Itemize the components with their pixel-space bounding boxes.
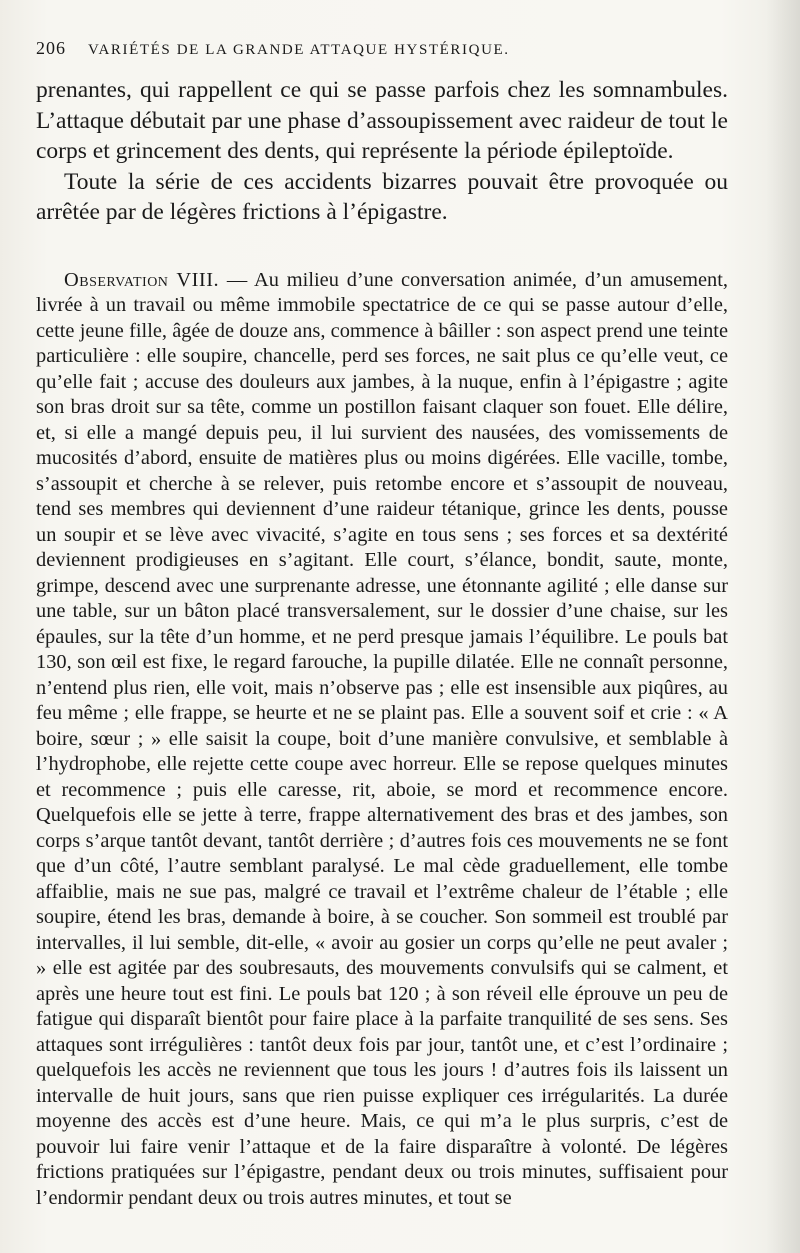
running-header [36, 38, 728, 59]
intro-paragraph-2: Toute la série de ces accidents bizarres pouvait être provoquée ou arrêtée par de légères frictions à l’épigastre. [36, 168, 728, 225]
page-number: 206 [36, 38, 66, 58]
observation-paragraph [36, 268, 728, 1212]
observation-section [36, 268, 728, 1212]
section-spacer [36, 228, 728, 268]
page-edge-shadow [766, 0, 800, 1253]
intro-text [36, 75, 728, 228]
intro-paragraph-1: prenantes, qui rappellent ce qui se passe parfois chez les somnambules. L’attaque débutait par une phase d’assoupissement avec raideur de tout le corps et grincement des dents, qui représente la période épileptoïde. [36, 77, 728, 164]
observation-text: — Au milieu d’une conversation animée, d’un amusement, livrée à un travail ou même immobile spectatrice de ce qui se passe autour d’elle, cette jeune fille, âgée de douze ans, commence à bâiller : son aspect prend une teinte particulière : elle soupire, chancelle, perd ses forces, ne sait plus ce qu’elle veut, ce qu’elle fait ; accuse des douleurs aux jambes, à la nuque, enfin à l’épigastre ; agite son bras droit sur sa tête, comme un postillon faisant claquer son fouet. Elle délire, et, si elle a mangé depuis peu, il lui survient des nausées, des vomissements de mucosités d’abord, ensuite de matières plus ou moins digérées. Elle vacille, tombe, s’assoupit et cherche à se relever, puis retombe encore et s’assoupit de nouveau, tend ses membres qui deviennent d’une raideur tétanique, grince les dents, pousse un soupir et se lève avec vivacité, s’agite en tous sens ; ses forces et sa dextérité deviennent prodigieuses en s’agitant. Elle court, s’élance, bondit, saute, monte, grimpe, descend avec une surprenante adresse, une étonnante agilité ; elle danse sur une table, sur un bâton placé transversalement, sur le dossier d’une chaise, sur les épaules, sur la tête d’un homme, et ne perd presque jamais l’équilibre. Le pouls bat 130, son œil est fixe, le regard farouche, la pupille dilatée. Elle ne connaît personne, n’entend plus rien, elle voit, mais n’observe pas ; elle est insensible aux piqûres, au feu même ; elle frappe, se heurte et ne se plaint pas. Elle a souvent soif et crie : « A boire, sœur ; » elle saisit la coupe, boit d’une manière convulsive, et semblable à l’hydrophobe, elle rejette cette coupe avec horreur. Elle se repose quelques minutes et recommence ; puis elle caresse, rit, aboie, se mord et recommence encore. Quelquefois elle se jette à terre, frappe alternativement des bras et des jambes, son corps s’arque tantôt devant, tantôt derrière ; d’autres fois ces mouvements ne se font que d’un côté, l’autre semblant paralysé. Le mal cède graduellement, elle tombe affaiblie, mais ne sue pas, malgré ce travail et l’extrême chaleur de l’étable ; elle soupire, étend les bras, demande à boire, à se coucher. Son sommeil est troublé par intervalles, il lui semble, dit-elle, « avoir au gosier un corps qu’elle ne peut avaler ; » elle est agitée par des soubresauts, des mouvements convulsifs qui se calment, et après une heure tout est fini. Le pouls bat 120 ; à son réveil elle éprouve un peu de fatigue qui disparaît bientôt pour faire place à la parfaite tranquilité de ses sens. Ses attaques sont irrégulières : tantôt deux fois par jour, tantôt une, et c’est l’ordinaire ; quelquefois les accès ne reviennent que tous les jours ! d’autres fois ils laissent un intervalle de huit jours, sans que rien puisse expliquer ces irrégularités. La durée moyenne des accès est d’une heure. Mais, ce qui m’a le plus surpris, c’est de pouvoir lui faire venir l’attaque et de la faire disparaître à volonté. De légères frictions pratiquées sur l’épigastre, pendant deux ou trois minutes, suffisaient pour l’endormir pendant deux ou trois autres minutes, et tout se [36, 268, 728, 1209]
observation-label: Observation VIII. [64, 268, 220, 291]
running-title: VARIÉTÉS DE LA GRANDE ATTAQUE HYSTÉRIQUE. [88, 42, 510, 58]
